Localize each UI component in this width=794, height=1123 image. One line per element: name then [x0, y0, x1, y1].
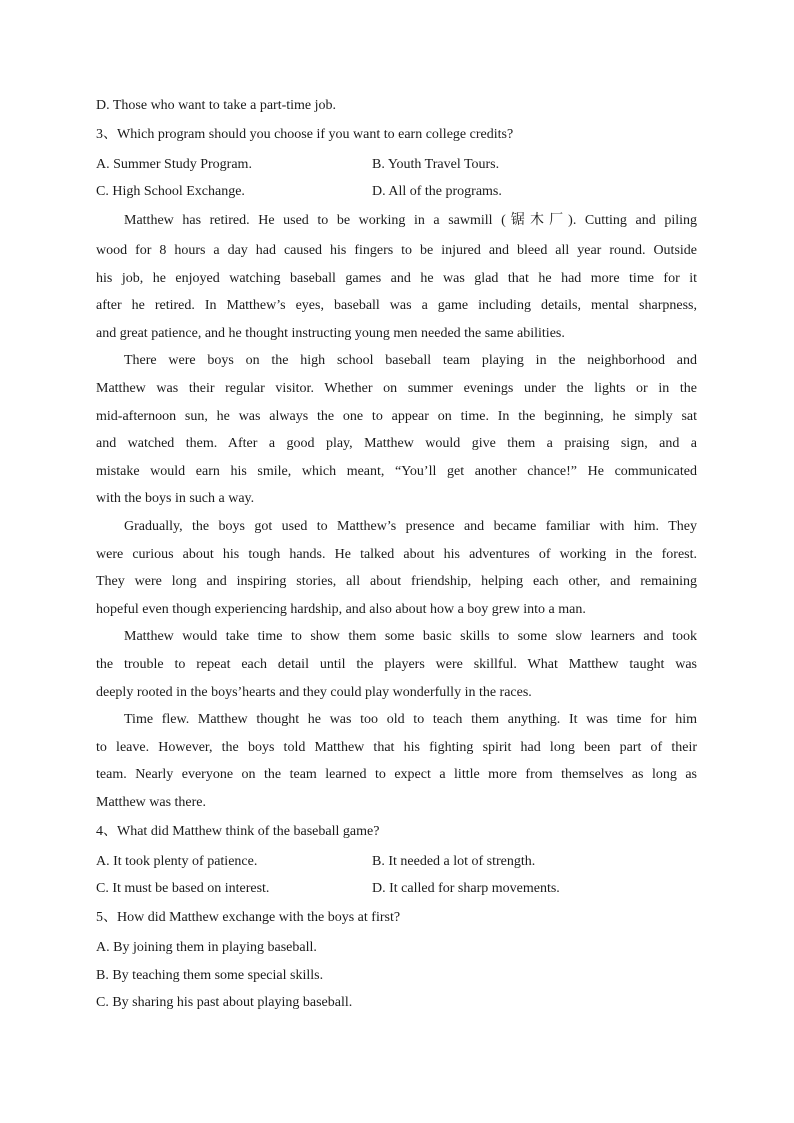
passage-line: Matthew would take time to show them some basic skills to some slow learners and took [124, 629, 697, 644]
q3-option-b: B. Youth Travel Tours. [372, 157, 500, 172]
passage-line: and watched them. After a good play, Matthew would give them a praising sign, and a [96, 436, 697, 451]
passage-line: his job, he enjoyed watching baseball games and he was glad that he had more time for it [96, 271, 697, 286]
q3-option-d: D. All of the programs. [372, 184, 502, 199]
q4-option-b: B. It needed a lot of strength. [372, 854, 536, 869]
passage-line: mid-afternoon sun, he was always the one to appear on time. In the beginning, he simply sat [96, 409, 697, 424]
q3-question: 3、Which program should you choose if you want to earn college credits? [96, 127, 514, 142]
passage-line: They were long and inspiring stories, all about friendship, helping each other, and remaining [96, 574, 697, 589]
q3-option-c: C. High School Exchange. [96, 184, 245, 199]
passage-line: team. Nearly everyone on the team learned to expect a little more from themselves as long as [96, 767, 697, 782]
passage-line: and great patience, and he thought instructing young men needed the same abilities. [96, 326, 565, 341]
q2-option-d: D. Those who want to take a part-time job. [96, 98, 337, 113]
passage-line: with the boys in such a way. [96, 491, 255, 506]
q3-option-a: A. Summer Study Program. [96, 157, 252, 172]
q5-option-a: A. By joining them in playing baseball. [96, 940, 317, 955]
q4-option-c: C. It must be based on interest. [96, 881, 270, 896]
passage-line: the trouble to repeat each detail until the players were skillful. What Matthew taught was [96, 657, 697, 672]
q5-option-c: C. By sharing his past about playing baseball. [96, 995, 353, 1010]
passage-line: after he retired. In Matthew’s eyes, baseball was a game including details, mental sharpness, [96, 298, 697, 313]
passage-line: mistake would earn his smile, which meant, “You’ll get another chance!” He communicated [96, 464, 697, 479]
q4-question: 4、What did Matthew think of the baseball game? [96, 824, 380, 839]
passage-line: to leave. However, the boys told Matthew that his fighting spirit had long been part of their [96, 740, 697, 755]
q5-question: 5、How did Matthew exchange with the boys at first? [96, 910, 401, 925]
passage-line: Matthew was there. [96, 795, 207, 810]
passage-line: There were boys on the high school baseball team playing in the neighborhood and [124, 353, 697, 368]
passage-line: Matthew was their regular visitor. Whether on summer evenings under the lights or in the [96, 381, 697, 396]
q4-option-d: D. It called for sharp movements. [372, 881, 560, 896]
passage-line: were curious about his tough hands. He talked about his adventures of working in the forest. [96, 547, 697, 562]
passage-line: Gradually, the boys got used to Matthew’s presence and became familiar with him. They [124, 519, 697, 534]
passage-line: Time flew. Matthew thought he was too old to teach them anything. It was time for him [124, 712, 697, 727]
q5-option-b: B. By teaching them some special skills. [96, 968, 324, 983]
passage-line: Matthew has retired. He used to be working in a sawmill (锯木厂). Cutting and piling [124, 213, 697, 228]
q4-option-a: A. It took plenty of patience. [96, 854, 258, 869]
passage-line: deeply rooted in the boys’hearts and they could play wonderfully in the races. [96, 685, 532, 700]
passage-line: wood for 8 hours a day had caused his fingers to be injured and bleed all year round. Outside [96, 243, 697, 258]
passage-line: hopeful even though experiencing hardship, and also about how a boy grew into a man. [96, 602, 586, 617]
